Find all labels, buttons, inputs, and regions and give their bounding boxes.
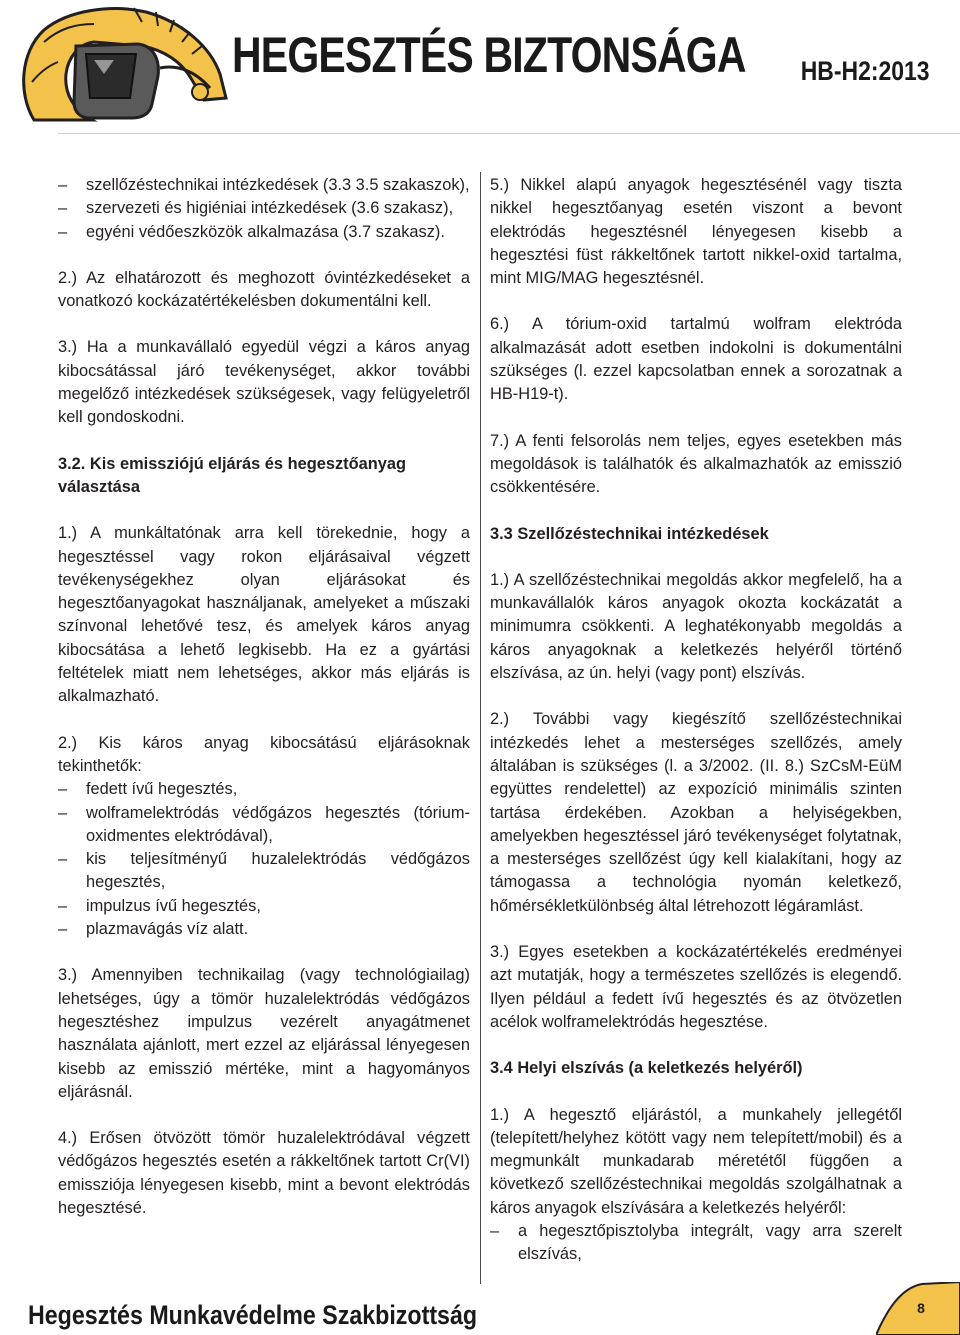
welding-helmet-icon (14, 2, 234, 132)
list-item: – a hegesztőpisztolyba integrált, vagy arra szerelt elszívás, (490, 1220, 902, 1267)
document-code: HB-H2:2013 (801, 56, 930, 86)
paragraph-7: 7.) A fenti felsorolás nem teljes, egyes esetekben más megoldások is találhatók és alkalmazhatók az emisszió csökkentésére. (490, 431, 902, 497)
paragraph-3-2-4: 4.) Erősen ötvözött tömör huzalelektródával végzett védőgázos hegesztés esetén a rákkeltőnek tartott Cr(VI) emissziója lényegesen kisebb, mint a bevont elektródás hegesztésé. (58, 1129, 470, 1217)
list-item: – szellőzéstechnikai intézkedések (3.3 3.5 szakaszok), (58, 174, 470, 197)
measures-list (58, 174, 470, 244)
paragraph-3-2-3: 3.) Amennyiben technikailag (vagy technológiailag) lehetséges, úgy a tömör huzalelektródás védőgázos hegesztéshez impulzus vezérelt anyagátmenet használata ajánlott, mert ezzel az eljárással lényegesen kisebb az emisszió mértéke, mint a hagyományos eljárásnál. (58, 966, 470, 1101)
page-header (0, 0, 960, 140)
paragraph-3-4-1: 1.) A hegesztő eljárástól, a munkahely jellegétől (telepített/helyhez kötött vagy nem telepített/mobil) és a megmunkált munkadarab méretétől függően a következő szellőzéstechnikai megoldás szolgálhatnak a káros anyagok elszívására a keletkezés helyéről: (490, 1105, 902, 1217)
list-item: – szervezeti és higiéniai intézkedések (3.6 szakasz), (58, 197, 470, 220)
list-item: – egyéni védőeszközök alkalmazása (3.7 szakasz). (58, 221, 470, 244)
paragraph-3: 3.) Ha a munkavállaló egyedül végzi a káros anyag kibocsátással járó tevékenységet, akkor további megelőző intézkedések szükségesek, vagy felügyeletről kell gondoskodni. (58, 338, 470, 427)
paragraph-2: 2.) Az elhatározott és meghozott óvintézkedéseket a vonatkozó kockázatértékelésben dokumentálni kell. (58, 268, 470, 311)
column-divider (480, 172, 481, 1284)
list-item: – kis teljesítményű huzalelektródás védőgázos hegesztés, (58, 848, 470, 895)
paragraph-3-2-2: 2.) Kis káros anyag kibocsátású eljárásoknak tekinthetők: (58, 733, 470, 775)
page-number: 8 (917, 1300, 925, 1316)
section-heading-3-3: 3.3 Szellőzéstechnikai intézkedések (490, 524, 769, 543)
low-emission-list (58, 778, 470, 941)
header-rule (58, 133, 960, 134)
right-column (490, 174, 902, 1290)
paragraph-6: 6.) A tórium-oxid tartalmú wolfram elektróda alkalmazását adott esetben indokolni is dokumentálni szükséges (l. ezzel kapcsolatban ennek a sorozatnak a HB-H19-t). (490, 315, 902, 404)
section-heading-3-4: 3.4 Helyi elszívás (a keletkezés helyéről) (490, 1059, 803, 1078)
footer-organization: Hegesztés Munkavédelme Szakbizottság (28, 1300, 478, 1330)
paragraph-3-3-1: 1.) A szellőzéstechnikai megoldás akkor megfelelő, ha a munkavállalók káros anyagok okozta kockázatát a minimumra csökkenti. A leghatékonyabb megoldás a káros anyagoknak a keletkezés helyéről történő elszívása, az ún. helyi (vagy pont) elszívás. (490, 570, 902, 683)
list-item: – plazmavágás víz alatt. (58, 918, 470, 941)
section-heading-3-2: 3.2. Kis emissziójú eljárás és hegesztőanyag választása (58, 454, 407, 496)
list-item: – wolframelektródás védőgázos hegesztés (tórium-oxidmentes elektródával), (58, 802, 470, 849)
paragraph-5: 5.) Nikkel alapú anyagok hegesztésénél vagy tiszta nikkel hegesztőanyag esetén viszont a bevont elektródás hegesztésnél lényegesen kisebb a hegesztési füst rákkeltőnek tartott nikkel-oxid tartalma, mint MIG/MAG hegesztésnél. (490, 176, 902, 288)
paragraph-3-2-1: 1.) A munkáltatónak arra kell törekednie, hogy a hegesztéssel vagy rokon eljárásaival végzett tevékenységekhez olyan eljárásokat és hegesztőanyagokat használjanak, amelyeket a műszaki színvonal lehetővé tesz, és amelyek káros anyag kibocsátása a lehető legkisebb. Ha ez a gyártási feltételek miatt nem lehetséges, akkor más eljárás is alkalmazható. (58, 524, 470, 706)
left-column (58, 174, 470, 1243)
paragraph-3-3-2: 2.) További vagy kiegészítő szellőzéstechnikai intézkedés lehet a mesterséges szellőzés, amely általában is szükséges (l. a 3/2002. (II. 8.) SzCsM-EüM együttes rendelettel) az expozíció minimális szinten tartása érdekében. Azokban a helyiségekben, amelyekben hegesztéssel járó tevékenységet folytatnak, a mesterséges szellőzést úgy kell kialakítani, hogy az támogassa a technológia nyomán keletkező, hőmérsékletkülönbség által létrehozott légáramlást. (490, 710, 902, 915)
list-item: – impulzus ívű hegesztés, (58, 895, 470, 918)
paragraph-3-3-3: 3.) Egyes esetekben a kockázatértékelés eredményei azt mutatják, hogy a természetes szellőzés is elegendő. Ilyen például a fedett ívű hegesztés és az ötvözetlen acélok wolframelektródás hegesztése. (490, 943, 902, 1031)
extraction-list (490, 1220, 902, 1267)
list-item: – fedett ívű hegesztés, (58, 778, 470, 801)
page-title: HEGESZTÉS BIZTONSÁGA (232, 27, 746, 83)
